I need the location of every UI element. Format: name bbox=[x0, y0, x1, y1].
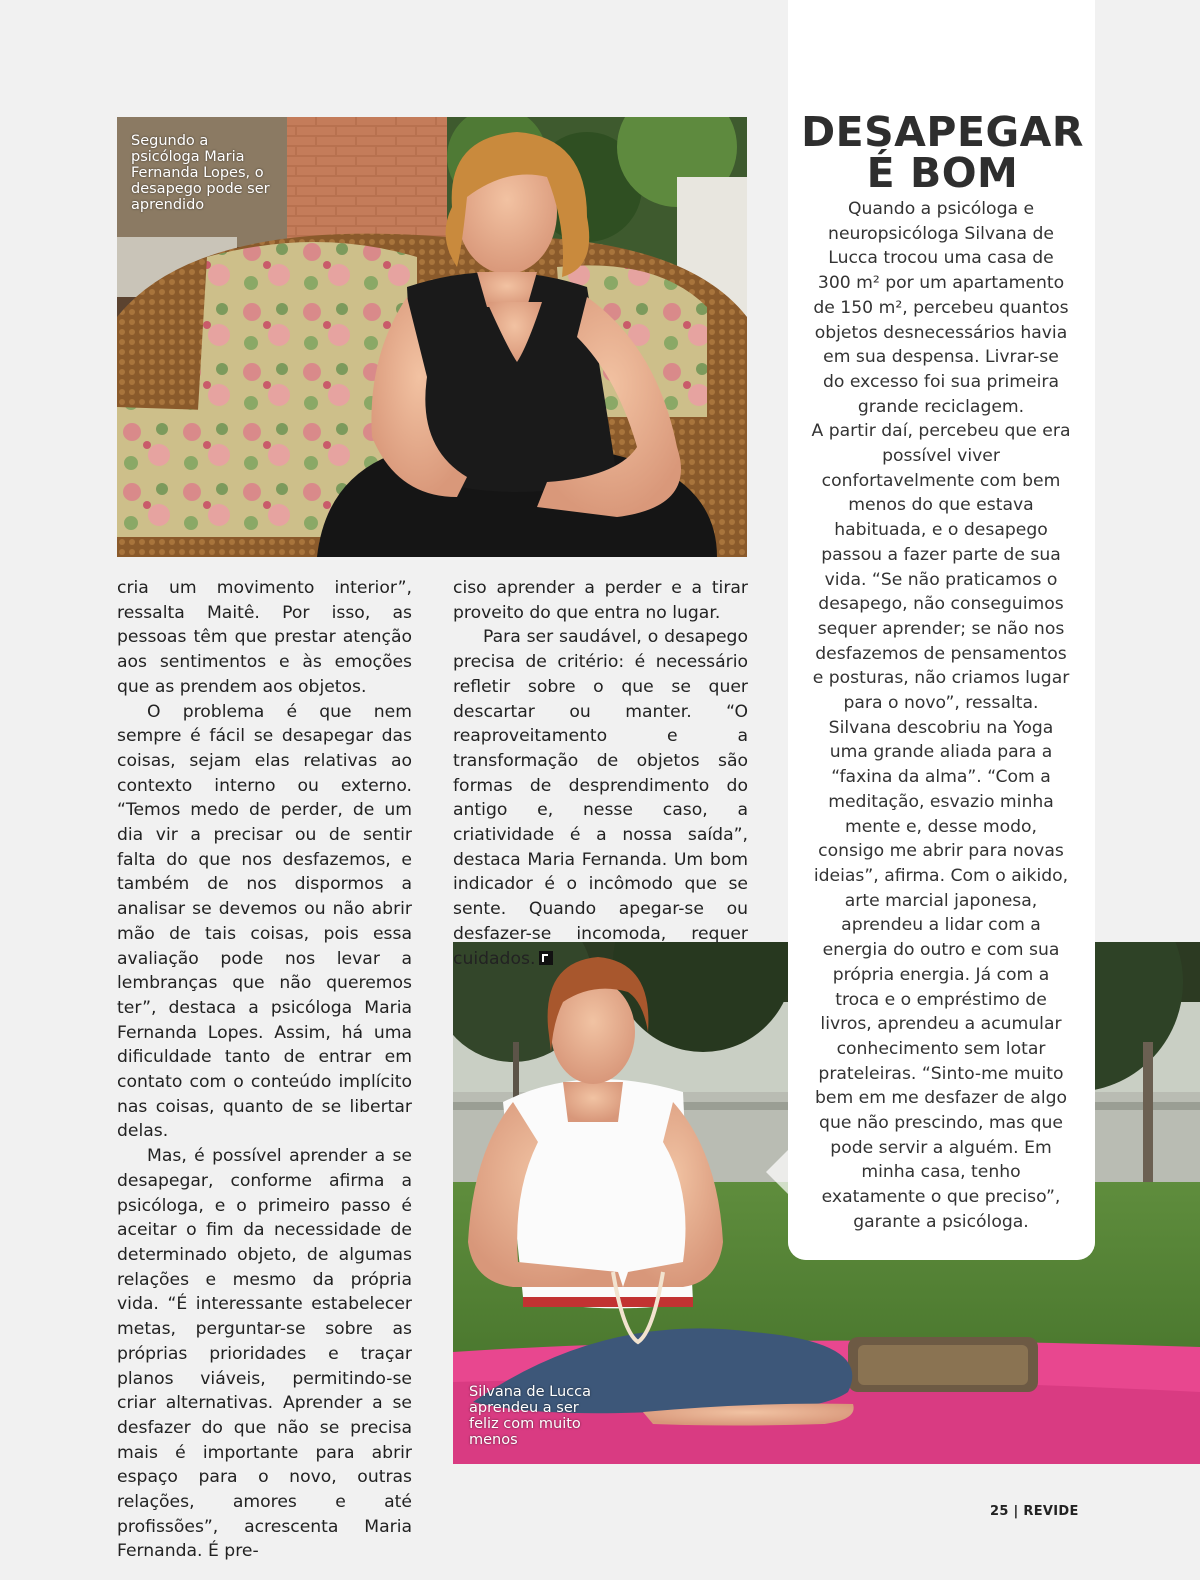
column2-paragraph-2 bbox=[453, 625, 748, 971]
sidebar-paragraph-1: Quando a psicóloga e neuropsicóloga Silvana de Lucca trocou uma casa de 300 m² por um apartamento de 150 m², percebeu quantos objetos desnecessários havia em sua despensa. Livrar-se do excesso foi sua primeira grande reciclagem. bbox=[813, 199, 1069, 417]
page-number: 25 bbox=[990, 1504, 1009, 1519]
column2-paragraph-1: ciso aprender a perder e a tirar proveito do que entra no lugar. bbox=[453, 578, 748, 623]
sidebar-title-line2: É BOM bbox=[866, 149, 1019, 197]
article-column-2 bbox=[453, 576, 748, 971]
sidebar-speech-tail bbox=[766, 1148, 790, 1196]
page-folio bbox=[990, 1504, 1079, 1519]
photo-caption-bottom: Silvana de Lucca aprendeu a ser feliz com muito menos bbox=[469, 1384, 591, 1448]
folio-separator: | bbox=[1013, 1504, 1019, 1519]
sidebar-title bbox=[795, 108, 1090, 197]
article-column-1 bbox=[117, 576, 412, 1564]
column2-paragraph-2-text: Para ser saudável, o desapego precisa de critério: é necessário refletir sobre o que se quer descartar ou manter. “O reaproveitamento e a transformação de objetos são formas de desprendimento do antigo e, nesse caso, a criatividade é a nossa saída”, destaca Maria Fernanda. Um bom indicador é o incômodo que se sente. Quando apegar-se ou desfazer-se incomoda, requer cuidados. bbox=[453, 627, 748, 969]
column1-paragraph-1: cria um movimento interior”, ressalta Maitê. Por isso, as pessoas têm que prestar atenção aos sentimentos e às emoções que as prendem aos objetos. bbox=[117, 578, 412, 697]
end-of-article-icon bbox=[539, 951, 553, 965]
column1-paragraph-2: O problema é que nem sempre é fácil se desapegar das coisas, sejam elas relativas ao contexto interno ou externo. “Temos medo de perder, de um dia vir a precisar ou de sentir falta do que nos desfazemos, e também de nos dispormos a analisar se devemos ou não abrir mão de tais coisas, pois essa avaliação pode nos levar a lembranças que não queremos ter”, destaca a psicóloga Maria Fernanda Lopes. Assim, há uma dificuldade tanto de entrar em contato com o conteúdo implícito nas coisas, quanto de se libertar delas. bbox=[117, 701, 412, 1142]
sidebar-paragraph-3: Silvana descobriu na Yoga uma grande aliada para a “faxina da alma”. “Com a meditação, esvazio minha mente e, desse modo, consigo me abrir para novas ideias”, afirma. Com o aikido, arte marcial japonesa, aprendeu a lidar com a energia do outro e com sua própria energia. Já com a troca e o empréstimo de livros, aprendeu a acumular conhecimento sem lotar prateleiras. “Sinto-me muito bem em me desfazer de algo que não prescindo, mas que pode servir a alguém. Em minha casa, tenho exatamente o que preciso”, garante a psicóloga. bbox=[813, 717, 1069, 1232]
column1-paragraph-3: Mas, é possível aprender a se desapegar, conforme afirma a psicóloga, e o primeiro passo é aceitar o fim da necessidade de determinado objeto, de algumas relações e mesmo da própria vida. “É interessante estabelecer metas, perguntar-se sobre as próprias prioridades e traçar planos viáveis, permitindo-se criar alternativas. Aprender a se desfazer do que não se precisa mais é importante para abrir espaço para o novo, outras relações, amores e até profissões”, acrescenta Maria Fernanda. É pre- bbox=[117, 1146, 412, 1562]
magazine-name: REVIDE bbox=[1023, 1504, 1079, 1519]
photo-caption-top: Segundo a psicóloga Maria Fernanda Lopes, o desapego pode ser aprendido bbox=[131, 133, 270, 213]
photo-woman-on-sofa bbox=[117, 117, 747, 557]
sidebar-text bbox=[810, 197, 1072, 1235]
sidebar-paragraph-2: A partir daí, percebeu que era possível viver confortavelmente com bem menos do que estava habituada, e o desapego passou a fazer parte de sua vida. “Se não praticamos o desapego, não conseguimos sequer aprender; se não nos desfazemos de pensamentos e posturas, não criamos lugar para o novo”, ressalta. bbox=[811, 421, 1071, 714]
sidebar-title-line1: DESAPEGAR bbox=[801, 108, 1084, 156]
